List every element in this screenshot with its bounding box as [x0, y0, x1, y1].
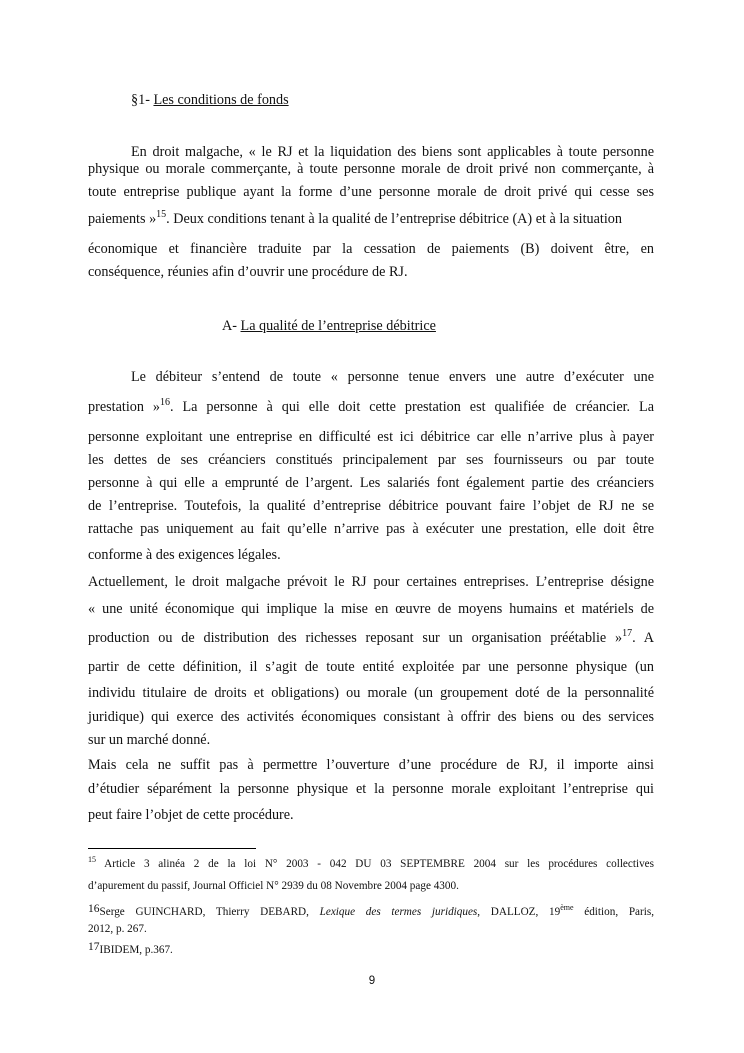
paragraph-line: prestation »$^{16}$. La personne à qui elle doit cette prestation est qualifiée de créancier. La	[88, 397, 654, 415]
footnote-15-line-2: d’apurement du passif, Journal Officiel N° 2939 du 08 Novembre 2004 page 4300.	[88, 880, 459, 892]
paragraph-line: Actuellement, le droit malgache prévoit le RJ pour certaines entreprises. L’entreprise désigne	[88, 574, 654, 590]
paragraph-line: sur un marché donné.	[88, 732, 211, 748]
section-number: §1-	[131, 92, 150, 108]
paragraph-line: physique ou morale commerçante, à toute personne morale de droit privé non commerçante, à	[88, 161, 654, 177]
paragraph-line: « une unité économique qui implique la mise en œuvre de moyens humains et matériels de	[88, 601, 654, 617]
footnote-number: 17	[88, 941, 100, 953]
section-heading	[131, 91, 654, 109]
subsection-title: La qualité de l’entreprise débitrice	[240, 318, 436, 334]
footnote-separator	[88, 848, 256, 849]
paragraph-line: partir de cette définition, il s’agit de toute entité exploitée par une personne physique (un	[88, 659, 654, 675]
paragraph-line: En droit malgache, « le RJ et la liquidation des biens sont applicables à toute personne	[131, 144, 654, 160]
paragraph-line: production ou de distribution des richesses reposant sur un organisation préétablie »$^{17}$. A	[88, 628, 654, 646]
footnote-17: 17IBIDEM, p.367.	[88, 941, 173, 956]
footnote-ref-17: 17	[622, 628, 633, 639]
footnote-16-line-2: 2012, p. 267.	[88, 923, 147, 935]
paragraph-line: juridique) qui exerce des activités économiques consistant à offrir des biens ou des services	[88, 709, 654, 725]
paragraph-line: rattache pas uniquement au fait qu’elle n’arrive pas à exécuter une prestation, elle doit être	[88, 521, 654, 537]
paragraph-line: personne à qui elle a emprunté de l’argent. Les salariés font également partie des créanciers	[88, 475, 654, 491]
paragraph-line: individu titulaire de droits et obligations) ou morale (un groupement doté de la personnalité	[88, 685, 654, 701]
paragraph-line: Le débiteur s’entend de toute « personne tenue envers une autre d’exécuter une	[131, 369, 654, 385]
page-number: 9	[368, 975, 376, 987]
subsection-letter: A-	[222, 318, 237, 334]
paragraph-line: Mais cela ne suffit pas à permettre l’ouverture d’une procédure de RJ, il importe ainsi	[88, 757, 654, 773]
paragraph-line: conforme à des exigences légales.	[88, 547, 281, 563]
paragraph-line: économique et financière traduite par la cessation de paiements (B) doivent être, en	[88, 241, 654, 257]
footnote-ref-15: 15	[156, 209, 167, 220]
paragraph-line: conséquence, réunies afin d’ouvrir une procédure de RJ.	[88, 264, 408, 280]
paragraph-line: les dettes de ses créanciers constitués principalement par ses fournisseurs ou par toute	[88, 452, 654, 468]
paragraph-line: toute entreprise publique ayant la forme d’une personne morale de droit privé qui cesse ses	[88, 184, 654, 200]
footnote-number: 15	[88, 855, 96, 864]
paragraph-line: personne exploitant une entreprise en difficulté est ici débitrice car elle n’arrive plus à payer	[88, 429, 654, 445]
paragraph-line: d’étudier séparément la personne physique et la personne morale exploitant l’entreprise qui	[88, 781, 654, 797]
paragraph-line: paiements »$^{15}$. Deux conditions tenant à la qualité de l’entreprise débitrice (A) et à la situation	[88, 209, 622, 227]
section-title: Les conditions de fonds	[153, 92, 289, 108]
footnote-number: 16	[88, 903, 100, 915]
paragraph-line: peut faire l’objet de cette procédure.	[88, 807, 294, 823]
book-title: Lexique des termes juridiques	[319, 906, 478, 918]
footnote-ref-16: 16	[159, 397, 170, 408]
subsection-heading	[222, 317, 622, 335]
footnote-15: $^{15}$ Article 3 alinéa 2 de la loi N° 2003 - 042 DU 03 SEPTEMBRE 2004 sur les procédures collectives	[88, 855, 654, 870]
footnote-16: 16Serge GUINCHARD, Thierry DEBARD, Lexique des termes juridiques, DALLOZ, 19ème édition, Paris,	[88, 903, 654, 918]
paragraph-line: de l’entreprise. Toutefois, la qualité d’entreprise débitrice pouvant faire l’objet de RJ ne se	[88, 498, 654, 514]
